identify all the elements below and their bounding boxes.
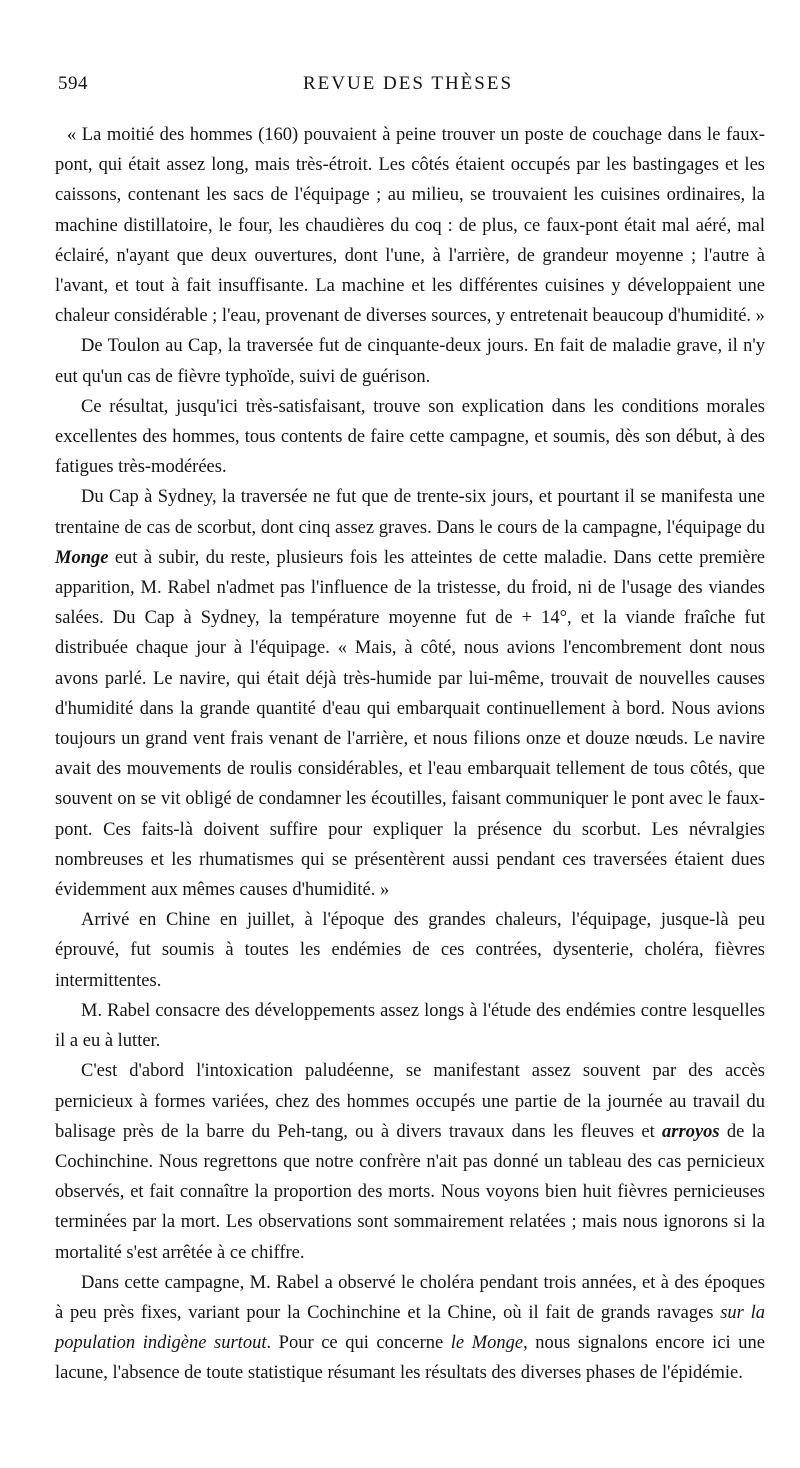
page-number: 594 xyxy=(58,73,88,94)
emphasis-text: arroyos xyxy=(662,1121,720,1142)
text-run: De Toulon au Cap, la traversée fut de cinquante-deux jours. En fait de maladie grave, il n'y eut qu'un cas de fièvre typhoïde, suivi de guérison. xyxy=(55,336,765,387)
text-run: Dans cette campagne, M. Rabel a observé le choléra pendant trois années, et à des époques à peu près fixes, variant pour la Cochinchine et la Chine, où il fait de grands ravages xyxy=(55,1272,765,1323)
paragraph xyxy=(55,331,765,391)
text-run: de la Cochinchine. Nous regrettons que notre confrère n'ait pas donné un tableau des cas pernicieux observés, et fait connaître la proportion des morts. Nous voyons bien huit fièvres pernicieuses terminées par la mort. Les observations sont sommairement relatées ; mais nous ignorons si la mortalité s'est arrêtée à ce chiffre. xyxy=(55,1121,765,1263)
text-run: eut à subir, du reste, plusieurs fois les atteintes de cette maladie. Dans cette première apparition, M. Rabel n'admet pas l'influence de la tristesse, du froid, ni de l'usage des viandes salées. Du Cap à Sydney, la température moyenne fut de + 14°, et la viande fraîche fut distribuée chaque jour à l'équipage. « Mais, à côté, nous avions l'encombrement dont nous avons parlé. Le navire, qui était déjà très-humide par lui-même, trouvait de nouvelles causes d'humidité dans la grande quantité d'eau qui embarquait continuellement à bord. Nous avions toujours un grand vent frais venant de l'arrière, et nous filions onze et douze nœuds. Le navire avait des mouvements de roulis considérables, et l'eau embarquait tellement de tous côtés, que souvent on se vit obligé de condamner les écoutilles, faisant communiquer le pont avec le faux-pont. Ces faits-là doivent suffire pour expliquer la présence du scorbut. Les névralgies nombreuses et les rhumatismes qui se présentèrent aussi pendant ces traversées étaient dues évidemment aux mêmes causes d'humidité. » xyxy=(55,547,765,901)
text-run: « La moitié des hommes (160) pouvaient à peine trouver un poste de couchage dans le faux-pont, qui était assez long, mais très-étroit. Les côtés étaient occupés par les bastingages et les caissons, contenant les sacs de l'équipage ; au milieu, se trouvaient les cuisines ordinaires, la machine distillatoire, le four, les chaudières du coq : de plus, ce faux-pont était mal aéré, mal éclairé, n'ayant que deux ouvertures, dont l'une, à l'arrière, de grandeur moyenne ; l'autre à l'avant, et tout à fait insuffisante. La machine et les différentes cuisines y développaient une chaleur considérable ; l'eau, provenant de diverses sources, y entretenait beaucoup d'humidité. » xyxy=(55,125,765,327)
paragraph xyxy=(55,392,765,483)
page-header xyxy=(58,73,758,101)
text-run: , nous signalons encore ici une lacune, l'absence de toute statistique résumant les résultats des diverses phases de l'épidémie. xyxy=(55,1333,765,1384)
paragraph xyxy=(55,996,765,1056)
paragraph xyxy=(55,1056,765,1267)
running-title: REVUE DES THÈSES xyxy=(302,73,514,94)
text-run: Arrivé en Chine en juillet, à l'époque des grandes chaleurs, l'équipage, jusque-là peu éprouvé, fut soumis à toutes les endémies de ces contrées, dysenterie, choléra, fièvres intermittentes. xyxy=(55,910,765,991)
paragraph xyxy=(55,482,765,905)
quoted-paragraph xyxy=(55,120,765,331)
paragraph xyxy=(55,905,765,996)
text-run: Ce résultat, jusqu'ici très-satisfaisant, trouve son explication dans les conditions morales excellentes des hommes, tous contents de faire cette campagne, et soumis, dès son début, à des fatigues très-modérées. xyxy=(55,396,765,478)
emphasis-text: Monge xyxy=(55,547,109,568)
body-text xyxy=(55,120,765,1389)
emphasis-text: sur la population indigène surtout xyxy=(55,1302,765,1354)
paragraph xyxy=(55,1268,765,1389)
text-run: Du Cap à Sydney, la traversée ne fut que de trente-six jours, et pourtant il se manifesta une trentaine de cas de scorbut, dont cinq assez graves. Dans le cours de la campagne, l'équipage du xyxy=(55,487,765,538)
text-run: . Pour ce qui concerne xyxy=(266,1333,451,1354)
text-run: M. Rabel consacre des développements assez longs à l'étude des endémies contre lesquelles il a eu à lutter. xyxy=(55,1000,765,1052)
emphasis-text: le Monge xyxy=(450,1333,524,1354)
text-run: C'est d'abord l'intoxication paludéenne, se manifestant assez souvent par des accès pernicieux à formes variées, chez des hommes occupés une partie de la journée au travail du balisage près de la barre du Peh-tang, ou à divers travaux dans les fleuves et xyxy=(55,1061,765,1142)
